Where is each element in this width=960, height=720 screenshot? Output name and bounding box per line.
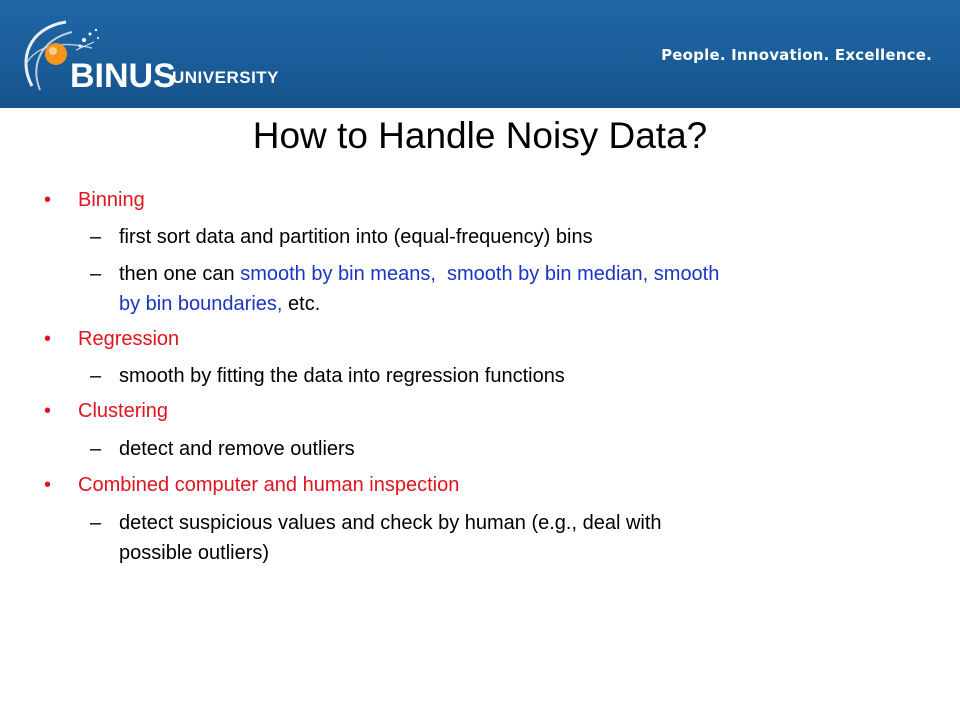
dash-marker: – (90, 263, 102, 285)
logo-suffix-text: UNIVERSITY (172, 68, 280, 87)
slide-title: How to Handle Noisy Data? (252, 115, 708, 156)
sub-combined-line1: detect suspicious values and check by human (e.g., deal with (119, 512, 662, 534)
logo-brand-text: BINUS (70, 57, 176, 95)
sub-text-prefix: then one can (119, 263, 241, 285)
bullet-regression: Regression (78, 328, 180, 350)
bullet-combined-inspection: Combined computer and human inspection (78, 474, 460, 496)
dash-marker: – (90, 438, 102, 460)
sub-binning-smooth-line2 (119, 291, 320, 317)
sub-text-suffix: etc. (282, 293, 321, 315)
bullet-dot-icon: • (44, 328, 52, 350)
bullet-binning: Binning (78, 189, 145, 211)
highlight-bin-median: smooth by bin median, smooth (447, 263, 720, 285)
bullet-clustering: Clustering (78, 400, 169, 422)
dash-marker: – (90, 365, 102, 387)
bullet-dot-icon: • (44, 474, 52, 496)
sub-clustering: detect and remove outliers (119, 438, 355, 460)
header-banner (0, 0, 960, 108)
sub-regression: smooth by fitting the data into regression functions (119, 365, 565, 387)
header-tagline: People. Innovation. Excellence. (661, 46, 932, 64)
bullet-dot-icon: • (44, 189, 52, 211)
sub-combined-line2: possible outliers) (119, 542, 270, 564)
sub-binning-sort: first sort data and partition into (equal-frequency) bins (119, 226, 593, 248)
bullet-dot-icon: • (44, 400, 52, 422)
dash-marker: – (90, 512, 102, 534)
sub-binning-smooth-line1 (119, 261, 719, 287)
highlight-bin-boundaries: by bin boundaries, (119, 293, 283, 315)
dash-marker: – (90, 226, 102, 248)
highlight-bin-means: smooth by bin means, (240, 263, 436, 285)
